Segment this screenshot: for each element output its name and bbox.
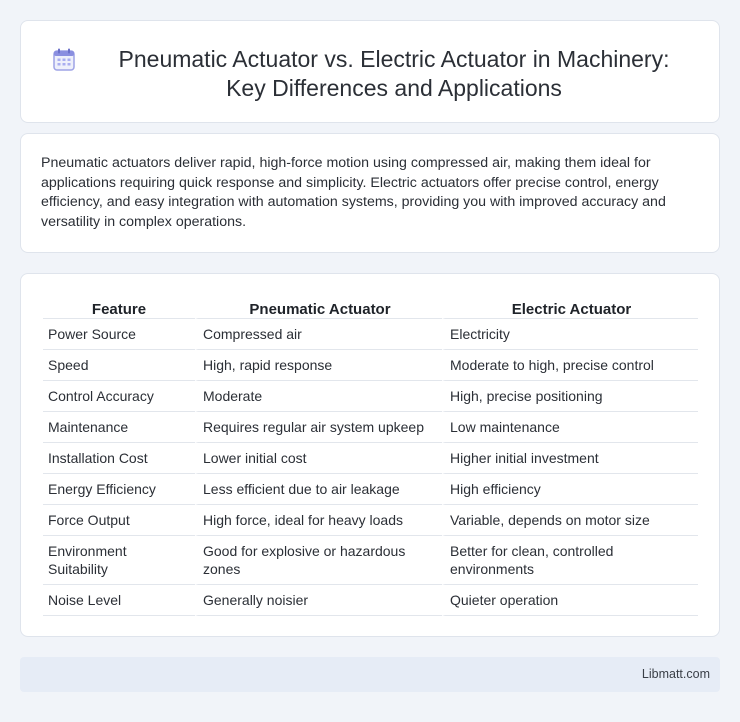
table-row [43, 319, 698, 350]
pneumatic-cell: High force, ideal for heavy loads [195, 505, 442, 536]
pneumatic-cell: Generally noisier [195, 585, 442, 616]
header-pneumatic: Pneumatic Actuator [195, 296, 442, 319]
intro-card [20, 133, 720, 253]
electric-cell: High, precise positioning [442, 381, 698, 412]
pneumatic-cell: Moderate [195, 381, 442, 412]
feature-cell: Energy Efficiency [43, 474, 195, 505]
footer-site-link[interactable]: Libmatt.com [641, 667, 710, 681]
pneumatic-cell: Good for explosive or hazardous zones [195, 536, 442, 585]
pneumatic-cell: Compressed air [195, 319, 442, 350]
header-electric: Electric Actuator [442, 296, 698, 319]
calendar-icon [51, 47, 77, 73]
comparison-card [20, 273, 720, 637]
page-title: Pneumatic Actuator vs. Electric Actuator in Machinery: Key Differences and Applications [118, 46, 670, 101]
feature-cell: Force Output [43, 505, 195, 536]
electric-cell: Better for clean, controlled environments [442, 536, 698, 585]
table-row [43, 536, 698, 585]
title-card [20, 20, 720, 123]
table-header-row [43, 296, 698, 319]
table-row [43, 350, 698, 381]
table-row [43, 585, 698, 616]
pneumatic-cell: Lower initial cost [195, 443, 442, 474]
electric-cell: Quieter operation [442, 585, 698, 616]
table-row [43, 474, 698, 505]
feature-cell: Power Source [43, 319, 195, 350]
feature-cell: Noise Level [43, 585, 195, 616]
electric-cell: Electricity [442, 319, 698, 350]
electric-cell: High efficiency [442, 474, 698, 505]
pneumatic-cell: Requires regular air system upkeep [195, 412, 442, 443]
feature-cell: Control Accuracy [43, 381, 195, 412]
feature-cell: Speed [43, 350, 195, 381]
footer-bar [20, 657, 720, 692]
comparison-table [43, 296, 698, 616]
header-feature: Feature [43, 296, 195, 319]
electric-cell: Low maintenance [442, 412, 698, 443]
table-row [43, 505, 698, 536]
electric-cell: Moderate to high, precise control [442, 350, 698, 381]
table-row [43, 443, 698, 474]
electric-cell: Higher initial investment [442, 443, 698, 474]
table-row [43, 412, 698, 443]
feature-cell: Maintenance [43, 412, 195, 443]
feature-cell: Installation Cost [43, 443, 195, 474]
table-row [43, 381, 698, 412]
intro-paragraph: Pneumatic actuators deliver rapid, high-force motion using compressed air, making them ideal for applications requiring quick response and simplicity. Electric actuators offer precise control, energy efficiency, and easy integration with automation systems, providing you with improved accuracy and versatility in complex operations. [41, 155, 666, 230]
pneumatic-cell: Less efficient due to air leakage [195, 474, 442, 505]
electric-cell: Variable, depends on motor size [442, 505, 698, 536]
pneumatic-cell: High, rapid response [195, 350, 442, 381]
feature-cell: Environment Suitability [43, 536, 195, 585]
